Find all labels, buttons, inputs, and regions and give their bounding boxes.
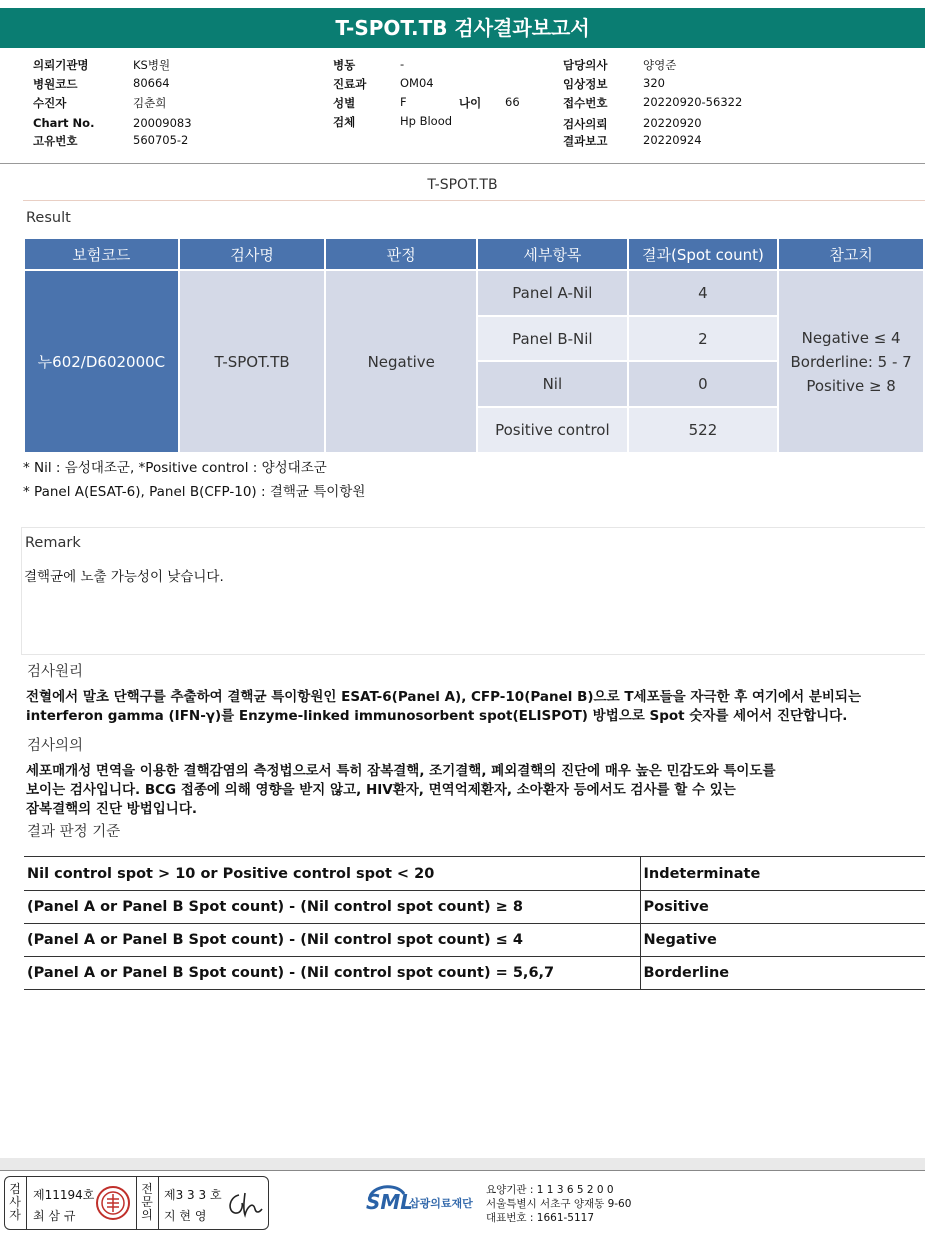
footer-divider [0,1170,925,1171]
specimen-value: Hp Blood [400,114,453,128]
principle-label: 검사원리 [27,664,84,680]
insurance-code-cell: 누602/D602000C [24,270,179,453]
age-value: 66 [505,95,520,109]
item-count-cell: 522 [628,407,779,453]
criteria-table [24,856,925,990]
unique-no-label: 고유번호 [33,134,78,148]
reference-cell [778,270,924,453]
clinical-info-value: 320 [643,76,665,90]
doctor-value: 양영준 [643,58,677,72]
criteria-condition: (Panel A or Panel B Spot count) - (Nil control spot count) ≥ 8 [24,891,640,924]
reference-positive: Positive ≥ 8 [806,376,896,395]
header-info [0,55,925,155]
test-name-cell: T-SPOT.TB [179,270,326,453]
department-value: OM04 [400,76,434,90]
significance-line-3: 잠복결핵의 진단 방법입니다. [26,801,198,817]
table-row [24,270,924,316]
criteria-condition: (Panel A or Panel B Spot count) - (Nil control spot count) ≤ 4 [24,924,640,957]
report-title: T-SPOT.TB 검사결과보고서 [0,8,925,48]
significance-label: 검사의의 [27,738,84,754]
receipt-no-value: 20220920-56322 [643,95,743,109]
clinical-info-label: 임상정보 [563,77,608,91]
sml-logo-text: SML [366,1190,414,1214]
sml-logo [366,1182,486,1222]
signature-separator [158,1177,159,1229]
criteria-condition: Nil control spot > 10 or Positive control spot < 20 [24,857,640,891]
specialist-name: 지 현 영 [164,1209,207,1223]
patient-value: 김춘희 [133,96,167,110]
hospital-code-value: 80664 [133,76,170,90]
examiner-license: 제11194호 [33,1188,95,1202]
col-judgement: 판정 [325,238,477,270]
table-row [24,891,925,924]
signature-separator [136,1177,137,1229]
specialist-title: 전 문 의 [141,1182,153,1222]
item-count-cell: 2 [628,316,779,361]
reference-borderline: Borderline: 5 - 7 [790,352,912,371]
significance-line-1: 세포매개성 면역을 이용한 결핵감염의 측정법으로서 특히 잠복결핵, 조기결핵, 폐외결핵의 진단에 매우 높은 민감도와 특이도를 [26,763,776,779]
item-name-cell: Panel A-Nil [477,270,628,316]
signature-icon [225,1189,265,1219]
sex-value: F [400,95,407,109]
criteria-condition: (Panel A or Panel B Spot count) - (Nil control spot count) = 5,6,7 [24,957,640,990]
criteria-result: Positive [640,891,925,924]
report-date-value: 20220924 [643,133,702,147]
hospital-value: KS병원 [133,58,171,72]
address-line-3: 대표번호 : 1661-5117 [486,1212,595,1224]
hospital-label: 의뢰기관명 [33,58,89,72]
unique-no-value: 560705-2 [133,133,189,147]
remark-box [21,527,925,655]
item-count-cell: 4 [628,270,779,316]
reference-negative: Negative ≤ 4 [801,328,901,347]
item-name-cell: Positive control [477,407,628,453]
criteria-result: Negative [640,924,925,957]
item-count-cell: 0 [628,361,779,407]
remark-label: Remark [25,535,81,551]
top-strip [0,0,925,8]
criteria-result: Borderline [640,957,925,990]
specimen-label: 검체 [333,115,356,129]
col-detail-item: 세부항목 [477,238,628,270]
sex-label: 성별 [333,96,356,110]
criteria-result: Indeterminate [640,857,925,891]
col-reference: 참고치 [778,238,924,270]
note-panel: * Panel A(ESAT-6), Panel B(CFP-10) : 결핵균 특이항원 [23,484,366,500]
chart-no-label: Chart No. [33,116,95,130]
ward-value: - [400,57,405,71]
note-nil: * Nil : 음성대조군, *Positive control : 양성대조군 [23,460,327,476]
remark-text: 결핵균에 노출 가능성이 낮습니다. [24,569,224,585]
table-row [24,924,925,957]
signature-separator [26,1177,27,1229]
footer-band [0,1158,925,1170]
result-label: Result [26,210,71,226]
significance-line-2: 보이는 검사입니다. BCG 접종에 의해 영향을 받지 않고, HIV환자, 면역억제환자, 소아환자 등에서도 검사를 할 수 있는 [26,782,736,798]
criteria-label: 결과 판정 기준 [27,824,121,840]
examiner-title: 검 사 자 [9,1182,21,1222]
result-table [23,237,925,454]
footer [0,1158,925,1240]
examiner-name: 최 삼 규 [33,1209,76,1223]
section-title: T-SPOT.TB [427,177,498,193]
age-label: 나이 [459,96,482,110]
org-name: 삼광의료재단 [409,1197,473,1210]
department-label: 진료과 [333,77,367,91]
section-divider [23,200,925,201]
table-row [24,857,925,891]
receipt-no-label: 접수번호 [563,96,608,110]
ward-label: 병동 [333,58,356,72]
request-date-label: 검사의뢰 [563,117,608,131]
judgement-cell: Negative [325,270,477,453]
doctor-label: 담당의사 [563,58,608,72]
address-line-2: 서울특별시 서초구 양재동 9-60 [486,1198,632,1210]
principle-line-1: 전혈에서 말초 단핵구를 추출하여 결핵균 특이항원인 ESAT-6(Panel A), CFP-10(Panel B)으로 T세포들을 자극한 후 여기에서 분비되는 [26,689,862,705]
specialist-license: 제3 3 3 호 [164,1188,222,1202]
request-date-value: 20220920 [643,116,702,130]
item-name-cell: Nil [477,361,628,407]
chart-no-value: 20009083 [133,116,192,130]
header-divider [0,163,925,164]
address-line-1: 요양기관 : 1 1 3 6 5 2 0 0 [486,1184,614,1196]
col-spot-count: 결과(Spot count) [628,238,779,270]
report-date-label: 결과보고 [563,134,608,148]
col-test-name: 검사명 [179,238,326,270]
item-name-cell: Panel B-Nil [477,316,628,361]
patient-label: 수진자 [33,96,67,110]
hospital-code-label: 병원코드 [33,77,78,91]
table-row [24,957,925,990]
signature-box [4,1176,269,1230]
examiner-seal-icon [95,1185,131,1221]
result-header-row [24,238,924,270]
col-insurance-code: 보험코드 [24,238,179,270]
principle-line-2: interferon gamma (IFN-γ)를 Enzyme-linked immunosorbent spot(ELISPOT) 방법으로 Spot 숫자를 세어서 진단합니다. [26,708,848,724]
